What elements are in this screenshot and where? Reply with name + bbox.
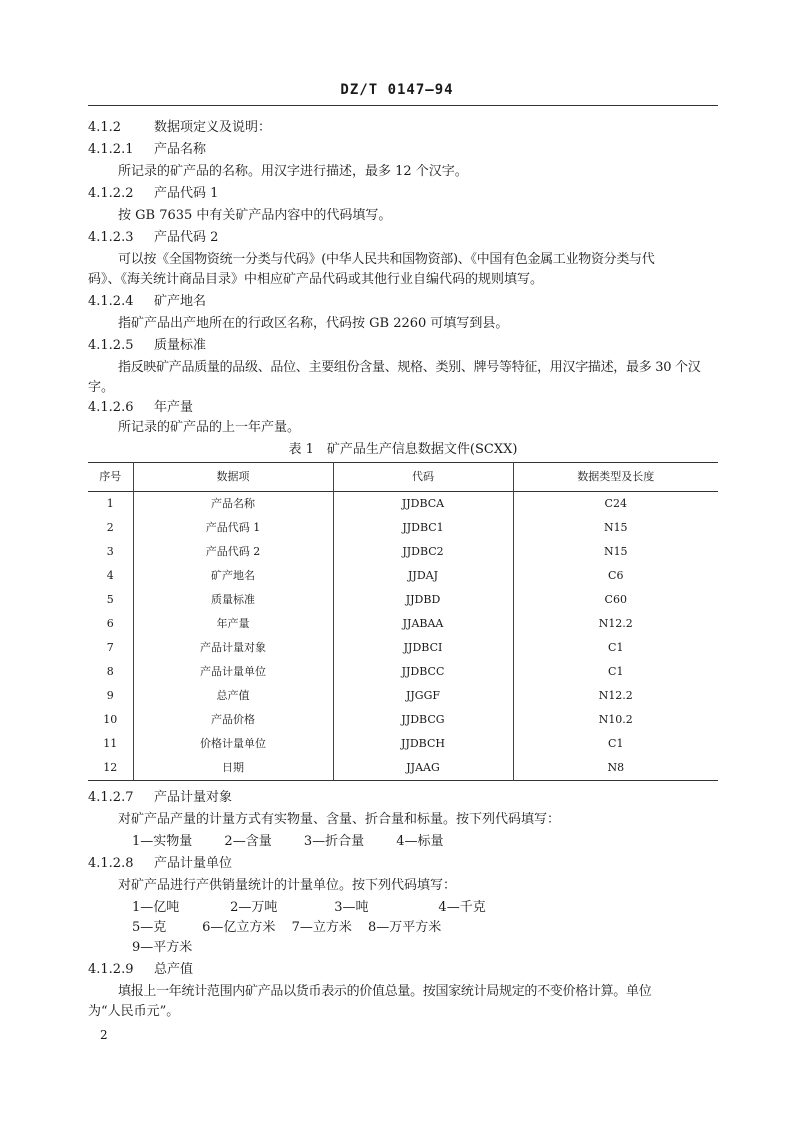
table-row (88, 732, 718, 756)
table-cell: 3 (106, 545, 114, 558)
section-4-1-2-6 (88, 398, 718, 418)
section-number: 4.1.2.9 (88, 962, 134, 977)
measure-unit-codes-row-1 (132, 898, 514, 918)
table-row (88, 636, 718, 660)
table-cell: JJDBCC (333, 660, 513, 684)
table-row (88, 756, 718, 781)
table-cell: C60 (513, 588, 718, 612)
section-body-continued: 字。 (88, 380, 115, 395)
table-cell: 2 (106, 521, 114, 534)
section-body: 可以按《全国物资统一分类与代码》(中华人民共和国物资部)、《中国有色金属工业物资分类与代 (118, 252, 655, 267)
table-cell: JJDBC1 (333, 516, 513, 540)
column-header: 序号 (99, 470, 122, 483)
section-body: 对矿产品产量的计量方式有实物量、含量、折合量和标量。按下列代码填写： (118, 812, 561, 827)
table-cell: C1 (513, 732, 718, 756)
table-row (88, 564, 718, 588)
section-number: 4.1.2.3 (88, 230, 134, 245)
section-number: 4.1.2.4 (88, 294, 134, 309)
table-cell: 产品价格 (133, 708, 333, 732)
table-cell: 年产量 (133, 612, 333, 636)
table-row (88, 516, 718, 540)
section-4-1-2-8 (88, 854, 718, 874)
code-item: 7—立方米 (291, 920, 352, 935)
table-cell: 4 (106, 569, 114, 582)
table-cell: 产品代码 2 (133, 540, 333, 564)
section-title: 年产量 (154, 400, 194, 415)
table-cell: 7 (106, 641, 114, 654)
section-title: 总产值 (154, 962, 194, 977)
section-body-continued: 为“人民币元”。 (88, 1004, 180, 1019)
table-row (88, 492, 718, 517)
table-cell: N15 (513, 516, 718, 540)
section-4-1-2-3 (88, 228, 718, 248)
code-item: 2—万吨 (230, 900, 278, 915)
section-4-1-2-2 (88, 184, 718, 204)
table-cell: JJDBCA (333, 492, 513, 517)
code-item: 9—平方米 (132, 940, 193, 955)
table-cell: JJDBCG (333, 708, 513, 732)
code-item: 8—万平方米 (367, 920, 442, 935)
table-cell: JJAAG (333, 756, 513, 781)
section-number: 4.1.2 (88, 120, 122, 135)
table-cell: JJDBCI (333, 636, 513, 660)
table-cell: C1 (513, 636, 718, 660)
table-row (88, 588, 718, 612)
section-title: 产品计量单位 (154, 856, 233, 871)
table-cell: 5 (106, 593, 114, 606)
section-body: 填报上一年统计范围内矿产品以货币表示的价值总量。按国家统计局规定的不变价格计算。单位 (118, 984, 652, 999)
section-body: 指反映矿产品质量的品级、品位、主要组份含量、规格、类别、牌号等特征，用汉字描述，最多 30 个汉 (118, 360, 701, 375)
code-item: 1—实物量 (132, 834, 193, 849)
section-body-continued: 码》、《海关统计商品目录》中相应矿产品代码或其他行业自编代码的规则填写。 (88, 272, 544, 287)
table-cell: 质量标准 (133, 588, 333, 612)
table-cell: 10 (103, 713, 118, 726)
table-cell: C24 (513, 492, 718, 517)
measure-unit-codes-row-2 (132, 918, 469, 938)
section-number: 4.1.2.5 (88, 338, 134, 353)
section-body: 指矿产品出产地所在的行政区名称，代码按 GB 2260 可填写到县。 (118, 316, 509, 331)
page-number: 2 (100, 1028, 108, 1042)
table-row (88, 660, 718, 684)
table-cell: C1 (513, 660, 718, 684)
section-title: 产品代码 1 (154, 186, 219, 201)
table-row (88, 708, 718, 732)
code-item: 5—克 (132, 920, 167, 935)
table-cell: 矿产地名 (133, 564, 333, 588)
measure-object-codes (132, 832, 472, 852)
table-cell: JJDAJ (333, 564, 513, 588)
table-cell: 价格计量单位 (133, 732, 333, 756)
section-4-1-2-9 (88, 960, 718, 980)
table-cell: JJGGF (333, 684, 513, 708)
section-body: 所记录的矿产品的名称。用汉字进行描述，最多 12 个汉字。 (118, 164, 468, 179)
table-cell: JJDBC2 (333, 540, 513, 564)
section-title: 质量标准 (154, 338, 207, 353)
table-cell: N8 (513, 756, 718, 781)
table-cell: 6 (106, 617, 114, 630)
code-item: 6—亿立方米 (202, 920, 276, 935)
table-cell: 1 (106, 497, 114, 510)
section-4-1-2-5 (88, 336, 718, 356)
code-item: 1—亿吨 (132, 900, 180, 915)
measure-unit-codes-row-3 (132, 938, 220, 958)
table-cell: 总产值 (133, 684, 333, 708)
section-title: 数据项定义及说明： (154, 120, 272, 135)
table-row (88, 540, 718, 564)
section-4-1-2 (88, 118, 718, 138)
table-row (88, 684, 718, 708)
table-cell: 8 (106, 665, 114, 678)
section-number: 4.1.2.1 (88, 142, 134, 157)
table-cell: JJDBCH (333, 732, 513, 756)
section-body: 按 GB 7635 中有关矿产品内容中的代码填写。 (118, 208, 392, 223)
table-cell: N12.2 (513, 684, 718, 708)
data-file-table (88, 462, 718, 781)
table-cell: 产品代码 1 (133, 516, 333, 540)
table-cell: 12 (103, 761, 118, 774)
code-item: 2—含量 (224, 834, 272, 849)
section-body: 对矿产品进行产供销量统计的计量单位。按下列代码填写： (118, 878, 457, 893)
section-4-1-2-1 (88, 140, 718, 160)
section-4-1-2-4 (88, 292, 718, 312)
section-title: 产品代码 2 (154, 230, 219, 245)
table-cell: 日期 (133, 756, 333, 781)
table-row (88, 612, 718, 636)
column-header: 代码 (333, 463, 513, 492)
table-cell: N10.2 (513, 708, 718, 732)
table-cell: 11 (103, 737, 118, 750)
section-number: 4.1.2.6 (88, 400, 134, 415)
section-title: 矿产地名 (154, 294, 207, 309)
table-cell: C6 (513, 564, 718, 588)
table-cell: JJDBD (333, 588, 513, 612)
header-rule (88, 105, 718, 106)
table-header-row (88, 463, 718, 492)
table-cell: N15 (513, 540, 718, 564)
table-cell: 产品计量对象 (133, 636, 333, 660)
column-header: 数据项 (133, 463, 333, 492)
section-body: 所记录的矿产品的上一年产量。 (118, 420, 301, 435)
table-caption: 表 1 矿产品生产信息数据文件(SCXX) (288, 442, 518, 457)
table-cell: 9 (106, 689, 114, 702)
code-item: 4—千克 (438, 900, 486, 915)
section-number: 4.1.2.2 (88, 186, 134, 201)
document-code-header: DZ/T 0147—94 (340, 82, 454, 98)
code-item: 4—标量 (396, 834, 444, 849)
table-cell: JJABAA (333, 612, 513, 636)
table-cell: 产品计量单位 (133, 660, 333, 684)
section-title: 产品计量对象 (154, 790, 233, 805)
section-4-1-2-7 (88, 788, 718, 808)
table-cell: N12.2 (513, 612, 718, 636)
section-title: 产品名称 (154, 142, 207, 157)
code-item: 3—吨 (334, 900, 369, 915)
section-number: 4.1.2.8 (88, 856, 134, 871)
column-header: 数据类型及长度 (513, 463, 718, 492)
code-item: 3—折合量 (303, 834, 365, 849)
table-cell: 产品名称 (133, 492, 333, 517)
section-number: 4.1.2.7 (88, 790, 134, 805)
